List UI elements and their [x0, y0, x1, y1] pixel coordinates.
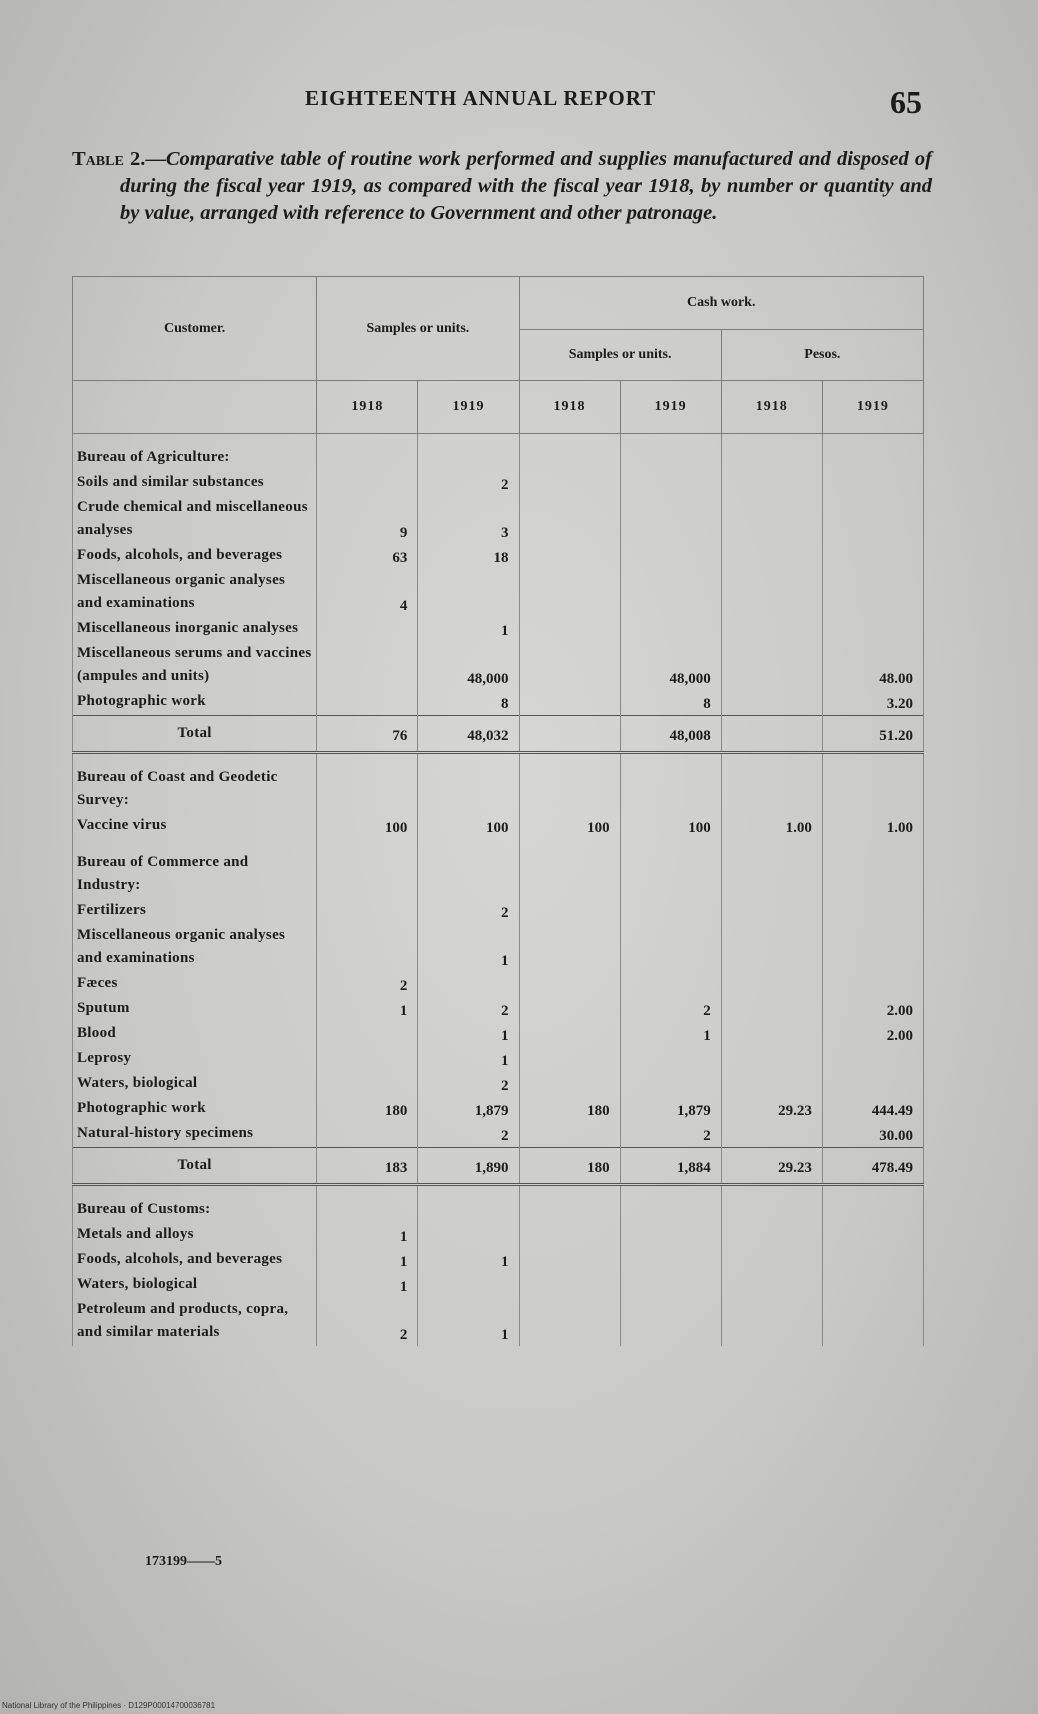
scan-stamp: National Library of the Philippines · D129P00014700036781	[2, 1701, 216, 1710]
row-cell	[721, 899, 822, 924]
row-cell	[822, 972, 923, 997]
row-cell: 2	[317, 1298, 418, 1346]
row-cell	[721, 544, 822, 569]
row-cell: 2	[317, 972, 418, 997]
row-cell	[822, 544, 923, 569]
table-row	[73, 544, 924, 569]
table-row	[73, 1223, 924, 1248]
row-label: Sputum	[73, 997, 317, 1022]
row-cell: 444.49	[822, 1097, 923, 1122]
row-cell: 48,000	[620, 642, 721, 690]
row-cell: 100	[418, 814, 519, 839]
header-samples-or-units: Samples or units.	[317, 277, 519, 381]
row-cell	[721, 1072, 822, 1097]
row-cell	[822, 569, 923, 617]
row-cell	[721, 1047, 822, 1072]
row-label: Fertilizers	[73, 899, 317, 924]
row-cell	[519, 496, 620, 544]
table-row	[73, 1047, 924, 1072]
row-cell	[418, 1223, 519, 1248]
row-cell	[721, 1185, 822, 1224]
row-cell: 1	[317, 1273, 418, 1298]
row-cell: 1	[317, 1223, 418, 1248]
row-cell	[519, 1248, 620, 1273]
table-row	[73, 690, 924, 716]
header-year: 1919	[822, 381, 923, 434]
row-label: Bureau of Customs:	[73, 1185, 317, 1224]
row-label: Photographic work	[73, 1097, 317, 1122]
row-cell	[519, 434, 620, 472]
row-cell	[620, 1273, 721, 1298]
row-cell	[721, 690, 822, 716]
header-year: 1918	[519, 381, 620, 434]
row-cell: 48,000	[418, 642, 519, 690]
row-cell	[721, 972, 822, 997]
row-cell	[519, 899, 620, 924]
row-cell	[721, 1298, 822, 1346]
row-cell: 1	[620, 1022, 721, 1047]
row-label: Crude chemical and miscellaneous analyses	[73, 496, 317, 544]
row-cell	[721, 1122, 822, 1148]
row-cell: 51.20	[822, 716, 923, 753]
row-cell	[721, 1273, 822, 1298]
row-cell	[317, 899, 418, 924]
row-cell: 48,008	[620, 716, 721, 753]
row-cell	[620, 753, 721, 815]
row-cell: 9	[317, 496, 418, 544]
row-cell: 180	[317, 1097, 418, 1122]
row-cell	[519, 544, 620, 569]
row-cell	[721, 997, 822, 1022]
row-cell	[418, 839, 519, 899]
row-cell: 30.00	[822, 1122, 923, 1148]
row-cell: 1	[418, 617, 519, 642]
table-row	[73, 1072, 924, 1097]
row-cell	[822, 753, 923, 815]
row-cell	[519, 1298, 620, 1346]
row-cell: 1	[418, 1248, 519, 1273]
row-cell	[822, 899, 923, 924]
row-cell	[519, 569, 620, 617]
group-row	[73, 434, 924, 472]
row-cell	[620, 1298, 721, 1346]
footer-signature-code: 173199——5	[145, 1554, 222, 1569]
row-cell: 1	[317, 997, 418, 1022]
row-cell	[418, 972, 519, 997]
row-cell: 100	[317, 814, 418, 839]
header-blank	[73, 381, 317, 434]
row-cell: 1	[418, 924, 519, 972]
row-cell: 4	[317, 569, 418, 617]
row-cell	[721, 716, 822, 753]
row-label: Miscellaneous organic analyses and examinations	[73, 924, 317, 972]
row-cell: 1,890	[418, 1148, 519, 1185]
row-cell: 8	[620, 690, 721, 716]
row-cell	[519, 997, 620, 1022]
table-row	[73, 642, 924, 690]
row-cell: 180	[519, 1148, 620, 1185]
table-row	[73, 569, 924, 617]
row-cell	[822, 471, 923, 496]
row-cell	[620, 1248, 721, 1273]
group-row	[73, 839, 924, 899]
row-cell	[519, 1185, 620, 1224]
row-cell	[620, 544, 721, 569]
row-cell: 1	[418, 1047, 519, 1072]
row-label: Miscellaneous inorganic analyses	[73, 617, 317, 642]
row-cell	[822, 1047, 923, 1072]
row-cell	[822, 1072, 923, 1097]
row-cell	[822, 924, 923, 972]
table-row	[73, 1022, 924, 1047]
report-table	[72, 276, 924, 1346]
row-cell	[822, 1223, 923, 1248]
row-label: Natural-history specimens	[73, 1122, 317, 1148]
row-cell	[620, 1185, 721, 1224]
row-label: Leprosy	[73, 1047, 317, 1072]
row-label: Foods, alcohols, and beverages	[73, 1248, 317, 1273]
header-customer: Customer.	[73, 277, 317, 381]
table-row	[73, 924, 924, 972]
row-cell	[822, 617, 923, 642]
row-cell	[317, 471, 418, 496]
row-cell	[418, 1273, 519, 1298]
row-cell: 1	[418, 1022, 519, 1047]
page-number: 65	[890, 84, 922, 120]
row-cell	[317, 1047, 418, 1072]
row-cell	[317, 753, 418, 815]
row-cell	[519, 1022, 620, 1047]
row-cell: 1,879	[620, 1097, 721, 1122]
row-cell	[721, 434, 822, 472]
report-table-container	[72, 276, 924, 1346]
row-cell: 2	[418, 899, 519, 924]
row-cell	[519, 690, 620, 716]
row-cell	[317, 924, 418, 972]
row-cell: 48,032	[418, 716, 519, 753]
row-cell	[721, 471, 822, 496]
row-cell	[822, 1298, 923, 1346]
row-cell: 2.00	[822, 997, 923, 1022]
table-row	[73, 814, 924, 839]
row-cell: 2	[418, 471, 519, 496]
row-cell: 2	[620, 1122, 721, 1148]
group-row	[73, 753, 924, 815]
row-cell	[418, 1185, 519, 1224]
row-cell	[519, 924, 620, 972]
row-label: Photographic work	[73, 690, 317, 716]
row-cell	[620, 1047, 721, 1072]
table-row	[73, 972, 924, 997]
table-header	[73, 277, 924, 434]
caption-text: Comparative table of routine work performed and supplies manufactured and disposed of during the fiscal year 1919, as compared with the fiscal year 1918, by number or quantity and by value, arranged with reference to Government and other patronage.	[120, 148, 932, 224]
table-row	[73, 1122, 924, 1148]
total-row	[73, 716, 924, 753]
row-cell: 29.23	[721, 1097, 822, 1122]
row-label: Bureau of Commerce and Industry:	[73, 839, 317, 899]
row-label: Bureau of Coast and Geodetic Survey:	[73, 753, 317, 815]
row-cell: 63	[317, 544, 418, 569]
running-header: EIGHTEENTH ANNUAL REPORT	[305, 86, 657, 110]
row-cell	[418, 753, 519, 815]
total-row	[73, 1148, 924, 1185]
row-cell: 3	[418, 496, 519, 544]
row-cell	[620, 899, 721, 924]
row-cell	[317, 1185, 418, 1224]
row-label: Total	[73, 716, 317, 753]
row-cell	[317, 434, 418, 472]
row-cell	[620, 839, 721, 899]
row-cell	[519, 716, 620, 753]
row-cell	[620, 569, 721, 617]
header-pesos: Pesos.	[721, 330, 923, 381]
row-cell	[317, 839, 418, 899]
row-cell	[317, 1122, 418, 1148]
row-cell: 2	[620, 997, 721, 1022]
row-cell	[721, 753, 822, 815]
row-cell: 100	[620, 814, 721, 839]
row-cell	[519, 617, 620, 642]
row-cell: 1	[317, 1248, 418, 1273]
table-row	[73, 997, 924, 1022]
row-cell: 1.00	[721, 814, 822, 839]
row-cell	[721, 617, 822, 642]
header-cash-work: Cash work.	[519, 277, 924, 330]
row-cell: 1,884	[620, 1148, 721, 1185]
row-cell: 100	[519, 814, 620, 839]
row-cell: 8	[418, 690, 519, 716]
row-cell	[721, 839, 822, 899]
row-cell	[418, 434, 519, 472]
row-label: Blood	[73, 1022, 317, 1047]
row-cell	[620, 972, 721, 997]
row-cell	[519, 972, 620, 997]
row-label: Foods, alcohols, and beverages	[73, 544, 317, 569]
row-label: Petroleum and products, copra, and similar materials	[73, 1298, 317, 1346]
row-cell	[721, 496, 822, 544]
row-cell	[822, 496, 923, 544]
row-cell	[519, 642, 620, 690]
row-cell: 183	[317, 1148, 418, 1185]
row-cell	[418, 569, 519, 617]
row-label: Miscellaneous organic analyses and examinations	[73, 569, 317, 617]
row-label: Fæces	[73, 972, 317, 997]
row-cell	[822, 839, 923, 899]
header-year: 1918	[317, 381, 418, 434]
row-cell	[317, 690, 418, 716]
table-row	[73, 1273, 924, 1298]
row-cell	[721, 1022, 822, 1047]
row-cell	[519, 1273, 620, 1298]
row-cell	[519, 839, 620, 899]
row-cell: 1	[418, 1298, 519, 1346]
row-cell	[620, 434, 721, 472]
row-cell	[519, 1072, 620, 1097]
row-cell: 76	[317, 716, 418, 753]
row-cell	[822, 1185, 923, 1224]
table-row	[73, 1097, 924, 1122]
row-cell	[620, 1223, 721, 1248]
row-cell	[519, 1047, 620, 1072]
row-cell: 48.00	[822, 642, 923, 690]
row-cell: 1,879	[418, 1097, 519, 1122]
row-cell	[519, 1223, 620, 1248]
row-cell	[822, 434, 923, 472]
row-cell	[317, 1022, 418, 1047]
row-label: Soils and similar substances	[73, 471, 317, 496]
row-cell	[822, 1273, 923, 1298]
row-cell: 2	[418, 1122, 519, 1148]
table-row	[73, 1248, 924, 1273]
row-cell	[721, 642, 822, 690]
table-row	[73, 899, 924, 924]
row-cell: 2.00	[822, 1022, 923, 1047]
row-label: Bureau of Agriculture:	[73, 434, 317, 472]
row-cell	[721, 1248, 822, 1273]
header-cash-samples-or-units: Samples or units.	[519, 330, 721, 381]
header-year: 1919	[620, 381, 721, 434]
row-cell: 3.20	[822, 690, 923, 716]
row-cell	[620, 1072, 721, 1097]
row-label: Vaccine virus	[73, 814, 317, 839]
row-cell: 180	[519, 1097, 620, 1122]
row-cell	[317, 642, 418, 690]
row-cell	[620, 471, 721, 496]
row-label: Waters, biological	[73, 1072, 317, 1097]
row-cell	[519, 753, 620, 815]
table-caption	[72, 146, 932, 227]
table-row	[73, 617, 924, 642]
row-cell	[317, 617, 418, 642]
row-cell: 2	[418, 997, 519, 1022]
row-cell: 2	[418, 1072, 519, 1097]
row-cell	[620, 617, 721, 642]
table-body	[73, 434, 924, 1347]
row-cell	[620, 924, 721, 972]
row-cell	[519, 471, 620, 496]
caption-label: Table 2.—	[72, 148, 166, 170]
row-label: Miscellaneous serums and vaccines (ampules and units)	[73, 642, 317, 690]
group-row	[73, 1185, 924, 1224]
header-year: 1918	[721, 381, 822, 434]
row-label: Waters, biological	[73, 1273, 317, 1298]
row-cell: 1.00	[822, 814, 923, 839]
row-cell	[721, 569, 822, 617]
row-cell	[317, 1072, 418, 1097]
row-cell	[620, 496, 721, 544]
row-cell	[519, 1122, 620, 1148]
row-cell: 478.49	[822, 1148, 923, 1185]
row-cell: 18	[418, 544, 519, 569]
table-row	[73, 496, 924, 544]
row-label: Total	[73, 1148, 317, 1185]
row-label: Metals and alloys	[73, 1223, 317, 1248]
row-cell	[822, 1248, 923, 1273]
table-row	[73, 471, 924, 496]
row-cell	[721, 1223, 822, 1248]
row-cell: 29.23	[721, 1148, 822, 1185]
table-row	[73, 1298, 924, 1346]
header-year: 1919	[418, 381, 519, 434]
row-cell	[721, 924, 822, 972]
